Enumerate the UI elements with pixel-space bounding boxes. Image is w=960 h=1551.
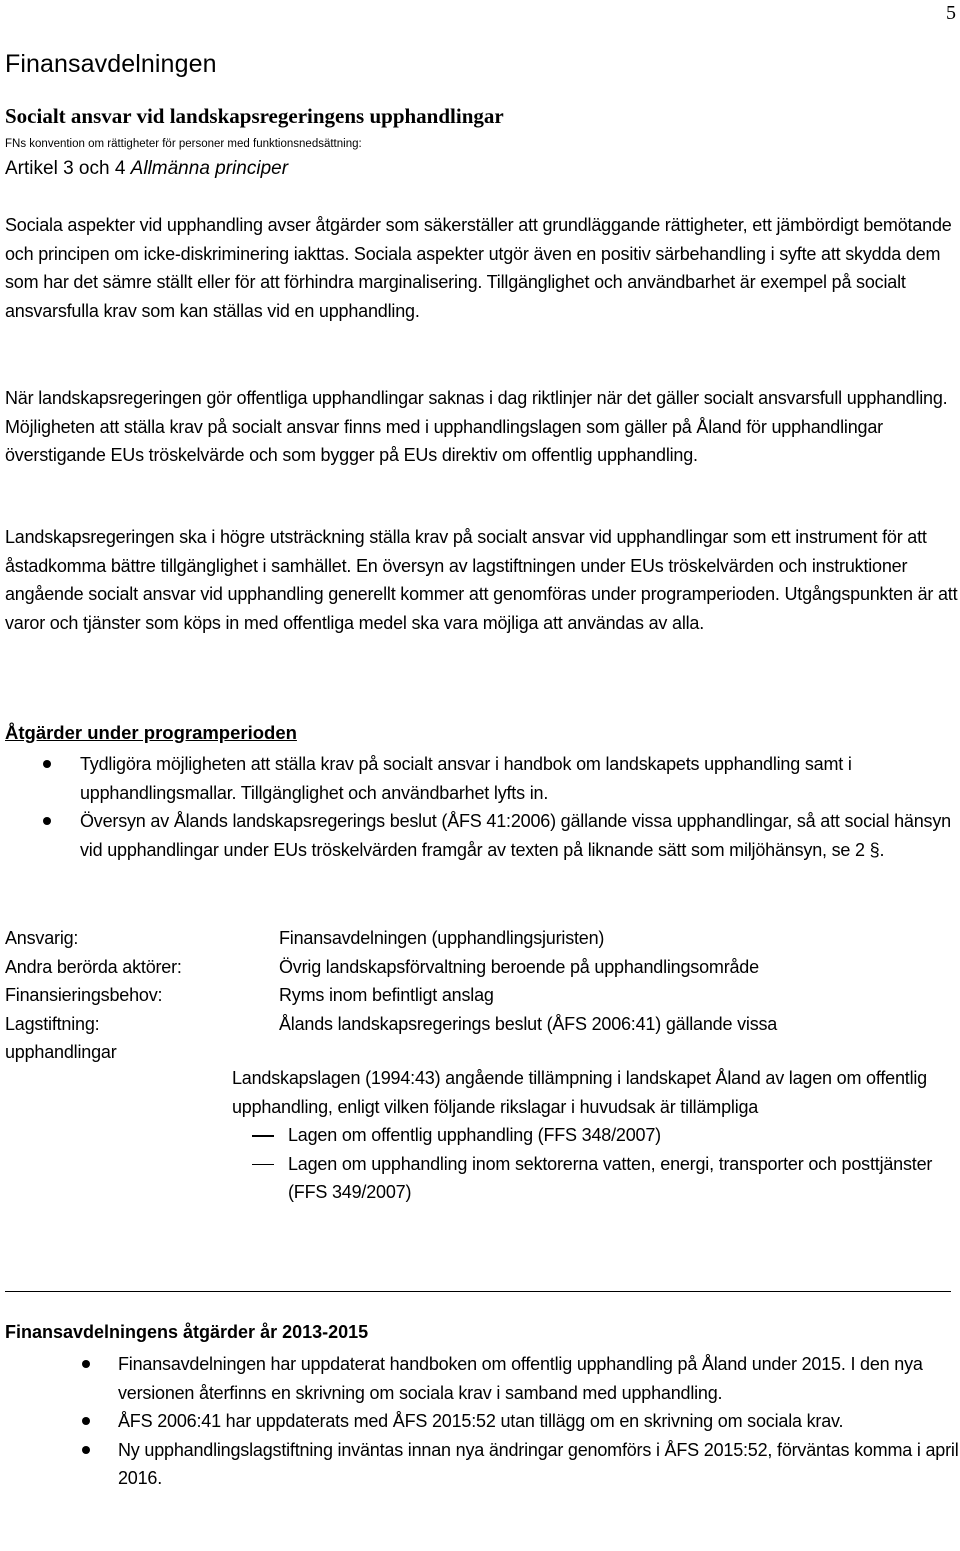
bullet-icon [82, 1360, 90, 1368]
info-value: Finansavdelningen (upphandlingsjuristen) [279, 928, 605, 948]
info-row-funding [5, 981, 960, 1010]
list-item-text: Ny upphandlingslagstiftning inväntas innan nya ändringar genomförs i ÅFS 2015:52, förväntas komma i april 2016. [118, 1439, 959, 1488]
list-item-text: Finansavdelningen har uppdaterat handboken om offentlig upphandling på Åland under 2015. I den nya versionen återfinns en skrivning om sociala krav i samband med upphandling. [118, 1354, 923, 1403]
info-row-other [5, 953, 960, 982]
list-item-text: Tydligöra möjligheten att ställa krav på socialt ansvar i handbok om landskapets upphandling samt i upphandlingsmallar. Tillgänglighet och användbarhet lyfts in. [80, 754, 852, 803]
info-table [5, 924, 960, 1067]
info-value: Övrig landskapsförvaltning beroende på upphandlingsområde [279, 956, 759, 977]
actions-heading: Finansavdelningens åtgärder år 2013-2015 [5, 1322, 369, 1342]
article-italic: Allmänna principer [130, 158, 289, 179]
paragraph: När landskapsregeringen gör offentliga upphandlingar saknas i dag riktlinjer när det gäller socialt ansvarsfull upphandling. Möjligheten att ställa krav på socialt ansvar finns med i upphandlingslagen som gäller på Åland för upphandlingar överstigande EUs tröskelvärde och som bygger på EUs direktiv om offentlig upphandling. [5, 388, 948, 465]
law-item-text: Lagen om upphandling inom sektorerna vatten, energi, transporter och posttjänster (FFS 349/2007) [288, 1153, 933, 1202]
info-label: Andra berörda aktörer: [5, 956, 182, 977]
law-item-text: Lagen om offentlig upphandling (FFS 348/2007) [288, 1125, 661, 1145]
info-label: Lagstiftning: [5, 1013, 100, 1034]
info-row-responsible [5, 924, 960, 953]
list-item [118, 1350, 960, 1407]
list-item-text: Översyn av Ålands landskapsregerings beslut (ÅFS 41:2006) gällande vissa upphandlingar, så att social hänsyn vid upphandlingar under EUs tröskelvärden framgår av texten på liknande sätt som miljöhänsyn, se 2 §. [80, 811, 951, 860]
article-reference [5, 158, 288, 180]
info-value: Ålands landskapsregerings beslut (ÅFS 2006:41) gällande vissa [279, 1013, 778, 1034]
page-number: 5 [946, 2, 956, 24]
section-title: Socialt ansvar vid landskapsregeringens upphandlingar [5, 104, 504, 128]
info-value: Ryms inom befintligt anslag [279, 985, 494, 1005]
law-item [232, 1121, 960, 1150]
paragraph: Sociala aspekter vid upphandling avser åtgärder som säkerställer att grundläggande rättigheter, ett jämbördigt bemötande och principen om icke-diskriminering iakttas. Sociala aspekter utgör även en positiv särbehandling i syfte att skydda dem som har det sämre ställt eller för att förhindra marginalisering. Tillgänglighet och användbarhet är exempel på socialt ansvarsfulla krav som kan ställas vid en upphandling. [5, 215, 952, 321]
list-item [118, 1407, 960, 1436]
law-item [232, 1150, 960, 1207]
article-prefix: Artikel 3 och 4 [5, 158, 131, 179]
info-label: Ansvarig: [5, 928, 79, 948]
list-item [80, 807, 960, 864]
info-value-continuation: upphandlingar [5, 1042, 117, 1062]
measures-heading: Åtgärder under programperioden [5, 722, 297, 743]
dash-icon [252, 1135, 274, 1137]
list-item-text: ÅFS 2006:41 har uppdaterats med ÅFS 2015:52 utan tillägg om en skrivning om sociala krav. [118, 1411, 844, 1431]
bullet-icon [43, 760, 51, 768]
law-text: Landskapslagen (1994:43) angående tillämpning i landskapet Åland av lagen om offentlig upphandling, enligt vilken följande rikslagar i huvudsak är tillämpliga [232, 1068, 927, 1117]
department-heading: Finansavdelningen [5, 50, 217, 78]
actions-list [118, 1350, 960, 1493]
convention-reference: FNs konvention om rättigheter för personer med funktionsnedsättning: [5, 138, 362, 150]
list-item [80, 750, 960, 807]
divider [5, 1291, 951, 1292]
bullet-icon [82, 1446, 90, 1454]
list-item [118, 1436, 960, 1493]
law-block [232, 1064, 960, 1207]
info-row-legislation [5, 1010, 960, 1039]
info-row-legislation-cont [5, 1038, 960, 1067]
bullet-icon [82, 1417, 90, 1425]
measures-list [80, 750, 960, 864]
dash-icon [252, 1164, 274, 1166]
bullet-icon [43, 817, 51, 825]
info-label: Finansieringsbehov: [5, 985, 163, 1005]
paragraph: Landskapsregeringen ska i högre utsträckning ställa krav på socialt ansvar vid upphandlingar som ett instrument för att åstadkomma bättre tillgänglighet i samhället. En översyn av lagstiftningen under EUs tröskelvärden och instruktioner angående socialt ansvar vid upphandling generellt kommer att genomföras under programperioden. Utgångspunkten är att varor och tjänster som köps in med offentliga medel ska vara möjliga att användas av alla. [5, 527, 958, 633]
